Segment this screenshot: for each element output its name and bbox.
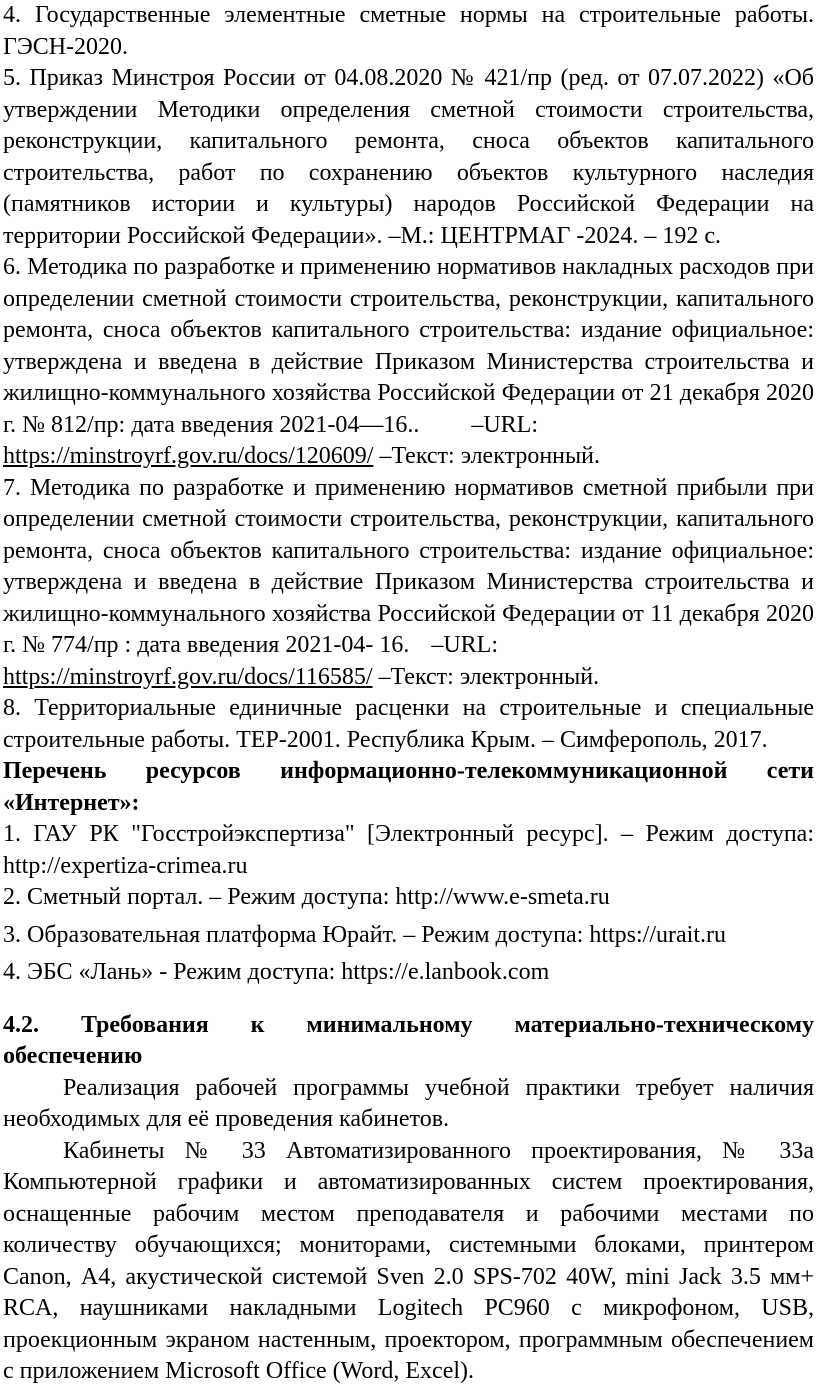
- section-paragraph-1: Реализация рабочей программы учебной практики требует наличия необходимых для её проведения кабинетов.: [3, 1074, 814, 1132]
- reference-item-6-text: 6. Методика по разработке и применению нормативов накладных расходов при определении сметной стоимости строительства, реконструкции, капитального ремонта, сноса объектов капитального строительства: издание официальное: утверждена и введена в действие Приказом Министерства строительства и жилищно-коммунального хозяйства Российской Федерации от 21 декабря 2020 г. № 812/пр: дата введения 2021-04—16..: [3, 254, 814, 438]
- internet-resource-4: 4. ЭБС «Лань» - Режим доступа: https://e.lanbook.com: [3, 959, 550, 985]
- internet-resource-3: 3. Образовательная платформа Юрайт. – Режим доступа: https://urait.ru: [3, 921, 726, 948]
- reference-item-6-link[interactable]: https://minstroyrf.gov.ru/docs/120609/: [3, 443, 374, 469]
- reference-item-7-link[interactable]: https://minstroyrf.gov.ru/docs/116585/: [3, 663, 373, 690]
- reference-item-4: 4. Государственные элементные сметные нормы на строительные работы. ГЭСН-2020.: [3, 2, 814, 60]
- section-heading: 4.2. Требования к минимальному материально-техническому обеспечению: [3, 1011, 814, 1069]
- reference-item-8: 8. Территориальные единичные расценки на строительные и специальные строительные работы. ТЕР-2001. Республика Крым. – Симферополь, 2017.: [3, 695, 814, 753]
- reference-item-7: [3, 473, 814, 694]
- reference-item-6-suffix: –Текст: электронный.: [373, 443, 600, 469]
- internet-resource-1: 1. ГАУ РК "Госстройэкспертиза" [Электронный ресурс]. – Режим доступа: http://expertiza-crimea.ru: [3, 821, 814, 879]
- reference-item-6: [3, 252, 814, 473]
- internet-resources-heading: Перечень ресурсов информационно-телекоммуникационной сети «Интернет»:: [3, 758, 814, 816]
- reference-item-7-url-label: –URL:: [431, 632, 498, 658]
- section-paragraph-2: Кабинеты № 33 Автоматизированного проектирования, № 33а Компьютерной графики и автоматизированных систем проектирования, оснащенные рабочим местом преподавателя и рабочими местами по количеству обучающихся; мониторами, системными блоками, принтером Canon, А4, акустической системой Sven 2.0 SPS-702 40W, mini Jack 3.5 мм+ RCA, наушниками накладными Logitech PC960 с микрофоном, USB, проекционным экраном настенным, проектором, программным обеспечением с приложением Microsoft Office (Word, Excel).: [3, 1137, 814, 1384]
- reference-item-5: 5. Приказ Минстроя России от 04.08.2020 № 421/пр (ред. от 07.07.2022) «Об утверждении Методики определения сметной стоимости строительства, реконструкции, капитального ремонта, сноса объектов капитального строительства, работ по сохранению объектов культурного наследия (памятников истории и культуры) народов Российской Федерации на территории Российской Федерации». –М.: ЦЕНТРМАГ -2024. – 192 с.: [3, 65, 814, 249]
- reference-item-7-suffix: –Текст: электронный.: [372, 663, 600, 690]
- reference-item-6-url-label: –URL:: [471, 411, 539, 438]
- reference-item-7-text: 7. Методика по разработке и применению нормативов сметной прибыли при определении сметной стоимости строительства, реконструкции, капитального ремонта, сноса объектов капитального строительства: издание официальное: утверждена и введена в действие Приказом Министерства строительства и жилищно-коммунального хозяйства Российской Федерации от 11 декабря 2020 г. № 774/пр : дата введения 2021-04- 16.: [3, 474, 814, 658]
- internet-resource-2: 2. Сметный портал. – Режим доступа: http://www.e-smeta.ru: [3, 884, 610, 910]
